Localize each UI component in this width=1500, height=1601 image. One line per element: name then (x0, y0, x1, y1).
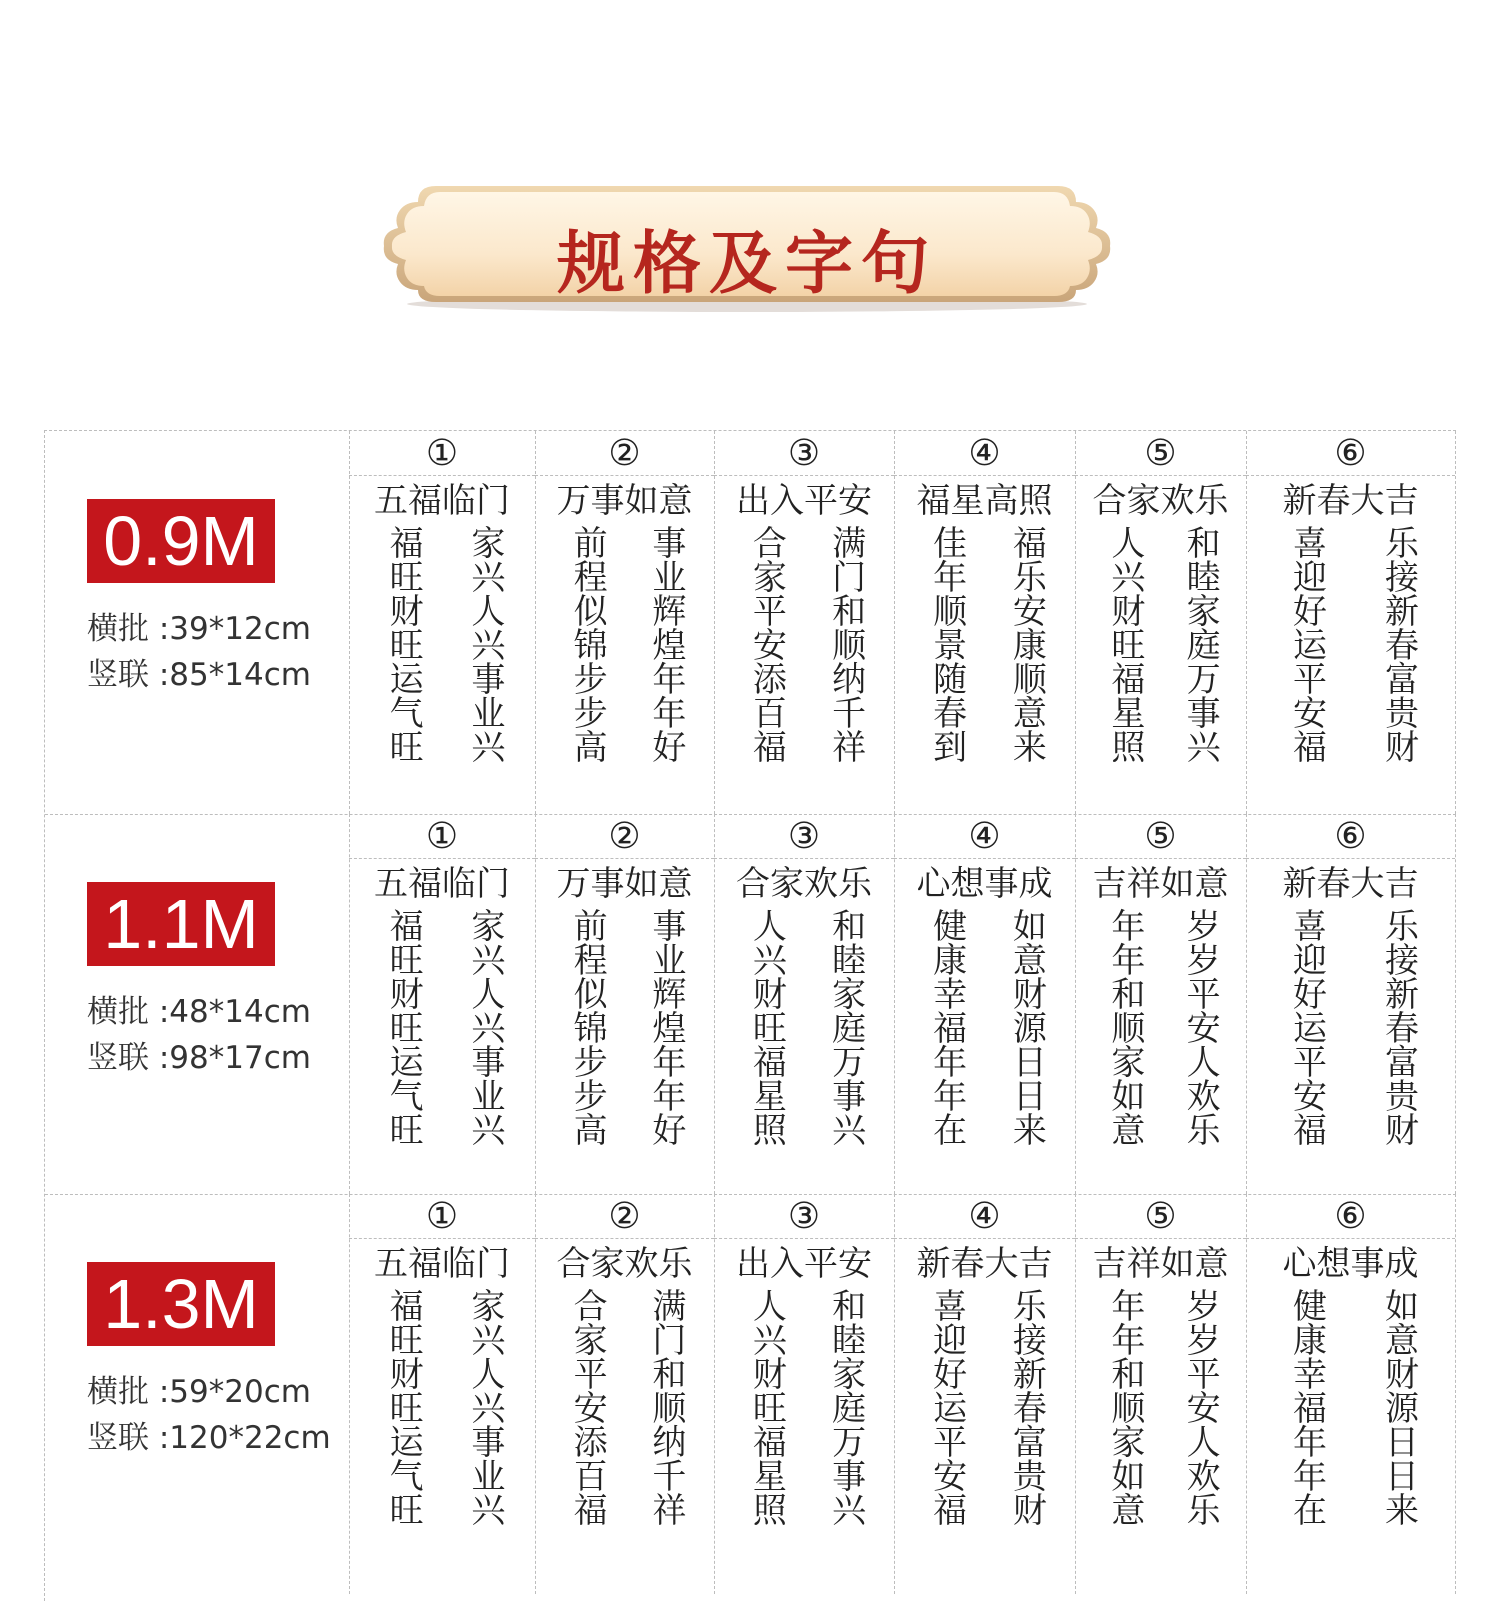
horizontal-spec: 横批 :39*12cm (87, 611, 311, 647)
couplet-set (1075, 431, 1247, 814)
couplet-left: 年年和顺家如意 (1104, 908, 1145, 1146)
size-row-1.3m (45, 1194, 1456, 1594)
vertical-spec: 竖联 :98*17cm (87, 1040, 311, 1076)
couplet-left: 福旺财旺运气旺 (383, 1288, 424, 1526)
couplet-left: 合家平安添百福 (746, 525, 787, 763)
set-heading: 新春大吉 (916, 1244, 1053, 1284)
couplet-right: 乐接新春富贵财 (1378, 908, 1419, 1146)
vertical-spec: 竖联 :85*14cm (87, 657, 311, 693)
set-heading: 合家欢乐 (736, 864, 872, 904)
set-heading: 合家欢乐 (1092, 481, 1229, 521)
couplet-right: 岁岁平安人欢乐 (1180, 908, 1221, 1146)
set-number: ⑤ (1075, 1194, 1246, 1239)
couplet-right: 家兴人兴事业兴 (464, 1288, 505, 1526)
couplet-set (349, 814, 536, 1194)
set-heading: 万事如意 (556, 481, 693, 521)
set-heading: 合家欢乐 (556, 1244, 693, 1284)
couplet-set (1075, 814, 1247, 1194)
set-heading: 吉祥如意 (1092, 1244, 1229, 1284)
couplet-right: 满门和顺纳千祥 (645, 1288, 686, 1526)
couplet-set (1246, 431, 1456, 814)
couplet-left: 合家平安添百福 (567, 1288, 608, 1526)
set-heading: 出入平安 (736, 481, 872, 521)
size-cell (45, 814, 350, 1194)
couplet-left: 福旺财旺运气旺 (383, 908, 424, 1146)
set-number: ② (535, 1194, 714, 1239)
set-heading: 出入平安 (736, 1244, 872, 1284)
couplet-left: 喜迎好运平安福 (926, 1288, 967, 1526)
couplet-set (535, 814, 715, 1194)
couplet-set (1075, 1194, 1247, 1594)
set-number: ① (349, 1194, 535, 1239)
size-badge: 1.1M (87, 882, 275, 966)
couplet-right: 岁岁平安人欢乐 (1180, 1288, 1221, 1526)
size-row-1.1m (45, 814, 1456, 1195)
set-number: ③ (714, 814, 894, 859)
couplet-right: 事业辉煌年年好 (645, 525, 686, 763)
size-row-0.9m (45, 431, 1456, 815)
couplet-left: 健康幸福年年在 (926, 908, 967, 1146)
set-number: ⑥ (1246, 814, 1455, 859)
set-heading: 心想事成 (1282, 1244, 1419, 1284)
set-number: ⑤ (1075, 814, 1246, 859)
couplet-set (535, 431, 715, 814)
set-heading: 新春大吉 (1282, 481, 1419, 521)
couplet-right: 福乐安康顺意来 (1006, 525, 1047, 763)
couplet-left: 人兴财旺福星照 (746, 1288, 787, 1526)
couplet-left: 人兴财旺福星照 (1104, 525, 1145, 763)
couplet-set (714, 431, 895, 814)
set-heading: 福星高照 (916, 481, 1053, 521)
couplet-right: 乐接新春富贵财 (1006, 1288, 1047, 1526)
set-heading: 心想事成 (916, 864, 1053, 904)
set-heading: 新春大吉 (1282, 864, 1419, 904)
couplet-right: 家兴人兴事业兴 (464, 525, 505, 763)
couplet-set (349, 431, 536, 814)
page-title: 规格及字句 (556, 224, 937, 304)
couplet-set (714, 814, 895, 1194)
couplet-set (714, 1194, 895, 1594)
set-number: ① (349, 814, 535, 859)
couplet-left: 健康幸福年年在 (1286, 1288, 1327, 1526)
set-number: ③ (714, 1194, 894, 1239)
couplet-right: 和睦家庭万事兴 (1180, 525, 1221, 763)
couplet-right: 事业辉煌年年好 (645, 908, 686, 1146)
set-number: ⑥ (1246, 1194, 1455, 1239)
set-number: ② (535, 814, 714, 859)
couplet-left: 人兴财旺福星照 (746, 908, 787, 1146)
horizontal-spec: 横批 :48*14cm (87, 994, 311, 1030)
couplet-set (894, 814, 1076, 1194)
set-heading: 五福临门 (374, 864, 510, 904)
couplet-set (535, 1194, 715, 1594)
couplet-left: 年年和顺家如意 (1104, 1288, 1145, 1526)
set-number: ⑥ (1246, 431, 1455, 476)
size-badge: 0.9M (87, 499, 275, 583)
set-heading: 五福临门 (374, 481, 510, 521)
couplet-right: 满门和顺纳千祥 (825, 525, 866, 763)
couplet-right: 如意财源日日来 (1006, 908, 1047, 1146)
size-badge: 1.3M (87, 1262, 275, 1346)
couplet-right: 和睦家庭万事兴 (825, 908, 866, 1146)
size-cell (45, 1194, 350, 1594)
set-number: ① (349, 431, 535, 476)
horizontal-spec: 横批 :59*20cm (87, 1374, 311, 1410)
set-heading: 五福临门 (374, 1244, 510, 1284)
couplet-left: 喜迎好运平安福 (1286, 908, 1327, 1146)
title-banner (376, 176, 1118, 316)
couplet-left: 喜迎好运平安福 (1286, 525, 1327, 763)
set-number: ④ (894, 431, 1075, 476)
couplet-right: 家兴人兴事业兴 (464, 908, 505, 1146)
couplet-left: 佳年顺景随春到 (926, 525, 967, 763)
couplet-set (894, 431, 1076, 814)
couplet-set (894, 1194, 1076, 1594)
vertical-spec: 竖联 :120*22cm (87, 1420, 331, 1456)
couplet-left: 前程似锦步步高 (567, 525, 608, 763)
couplet-right: 乐接新春富贵财 (1378, 525, 1419, 763)
couplet-set (1246, 1194, 1456, 1594)
set-number: ④ (894, 1194, 1075, 1239)
set-number: ② (535, 431, 714, 476)
size-cell (45, 431, 350, 814)
set-number: ③ (714, 431, 894, 476)
spec-table (44, 430, 1456, 1601)
couplet-left: 福旺财旺运气旺 (383, 525, 424, 763)
couplet-right: 如意财源日日来 (1378, 1288, 1419, 1526)
set-number: ④ (894, 814, 1075, 859)
couplet-set (1246, 814, 1456, 1194)
couplet-set (349, 1194, 536, 1594)
set-heading: 万事如意 (556, 864, 693, 904)
set-heading: 吉祥如意 (1092, 864, 1229, 904)
couplet-left: 前程似锦步步高 (567, 908, 608, 1146)
couplet-right: 和睦家庭万事兴 (825, 1288, 866, 1526)
set-number: ⑤ (1075, 431, 1246, 476)
